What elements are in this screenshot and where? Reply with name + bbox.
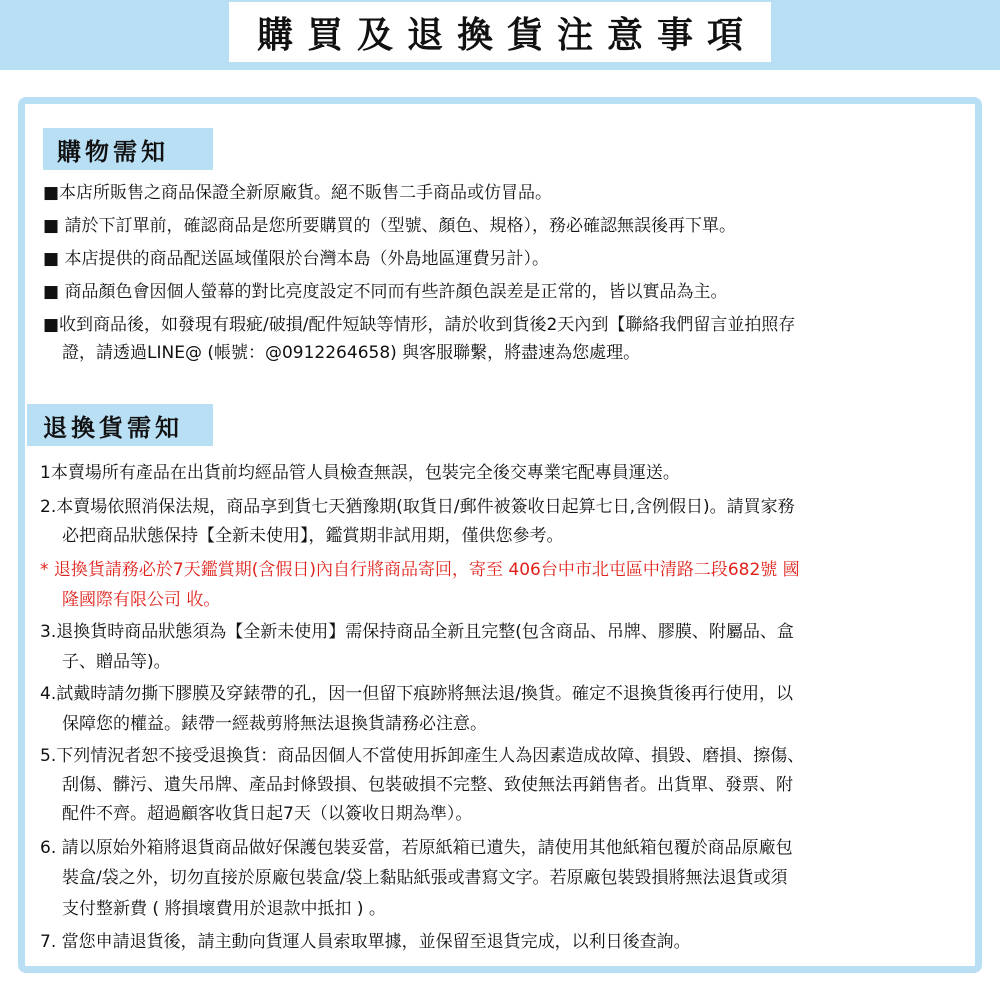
returns-line: 子、贈品等)。 xyxy=(62,652,171,672)
returns-warning-line: * 退換貨請務必於7天鑑賞期(含假日)內自行將商品寄回，寄至 406台中市北屯區中清路二段682號 國 xyxy=(40,560,800,580)
shopping-line: ■收到商品後，如發現有瑕疵/破損/配件短缺等情形，請於收到貨後2天內到【聯絡我們留言並拍照存 xyxy=(43,315,796,335)
returns-line: 保障您的權益。錶帶一經裁剪將無法退換貨請務必注意。 xyxy=(62,714,487,734)
returns-line: 裝盒/袋之外，切勿直接於原廠包裝盒/袋上黏貼紙張或書寫文字。若原廠包裝毀損將無法退貨或須 xyxy=(62,868,788,888)
returns-line: 3.退換貨時商品狀態須為【全新未使用】需保持商品全新且完整(包含商品、吊牌、膠膜、附屬品、盒 xyxy=(40,622,794,642)
returns-line: 1本賣場所有產品在出貨前均經品管人員檢查無誤，包裝完全後交專業宅配專員運送。 xyxy=(40,463,680,483)
shopping-line: ■本店所販售之商品保證全新原廠貨。絕不販售二手商品或仿冒品。 xyxy=(43,183,553,203)
returns-line: 刮傷、髒污、遺失吊牌、產品封條毀損、包裝破損不完整、致使無法再銷售者。出貨單、發票、附 xyxy=(62,775,793,795)
returns-line: 支付整新費 ( 將損壞費用於退款中抵扣 ) 。 xyxy=(62,899,386,919)
shopping-line: ■ 商品顏色會因個人螢幕的對比亮度設定不同而有些許顏色誤差是正常的，皆以實品為主。 xyxy=(43,282,728,302)
shopping-heading: 購物需知 xyxy=(43,128,213,170)
returns-line: 7. 當您申請退貨後，請主動向貨運人員索取單據，並保留至退貨完成，以利日後查詢。 xyxy=(40,932,691,952)
returns-line: 5.下列情況者恕不接受退換貨：商品因個人不當使用拆卸產生人為因素造成故障、損毀、磨損、擦傷、 xyxy=(40,746,805,766)
returns-line: 配件不齊。超過顧客收貨日起7天（以簽收日期為準）。 xyxy=(62,804,473,824)
returns-warning-line: 隆國際有限公司 收。 xyxy=(62,590,221,610)
returns-line: 6. 請以原始外箱將退貨商品做好保護包裝妥當，若原紙箱已遺失，請使用其他紙箱包覆於商品原廠包 xyxy=(40,838,793,858)
shopping-line: ■ 請於下訂單前，確認商品是您所要購買的（型號、顏色、規格），務必確認無誤後再下單。 xyxy=(43,216,736,236)
shopping-line: 證，請透過LINE@ (帳號：@0912264658) 與客服聯繫，將盡速為您處理。 xyxy=(62,343,641,363)
returns-line: 必把商品狀態保持【全新未使用】，鑑賞期非試用期，僅供您參考。 xyxy=(62,526,564,546)
returns-heading: 退換貨需知 xyxy=(27,404,213,446)
returns-line: 2.本賣場依照消保法規，商品享到貨七天猶豫期(取貨日/郵件被簽收日起算七日,含例假日)。請買家務 xyxy=(40,497,795,517)
shopping-line: ■ 本店提供的商品配送區域僅限於台灣本島（外島地區運費另計）。 xyxy=(43,249,549,269)
page-title: 購買及退換貨注意事項 xyxy=(229,2,771,62)
returns-line: 4.試戴時請勿撕下膠膜及穿錶帶的孔，因一但留下痕跡將無法退/換貨。確定不退換貨後再行使用，以 xyxy=(40,684,793,704)
